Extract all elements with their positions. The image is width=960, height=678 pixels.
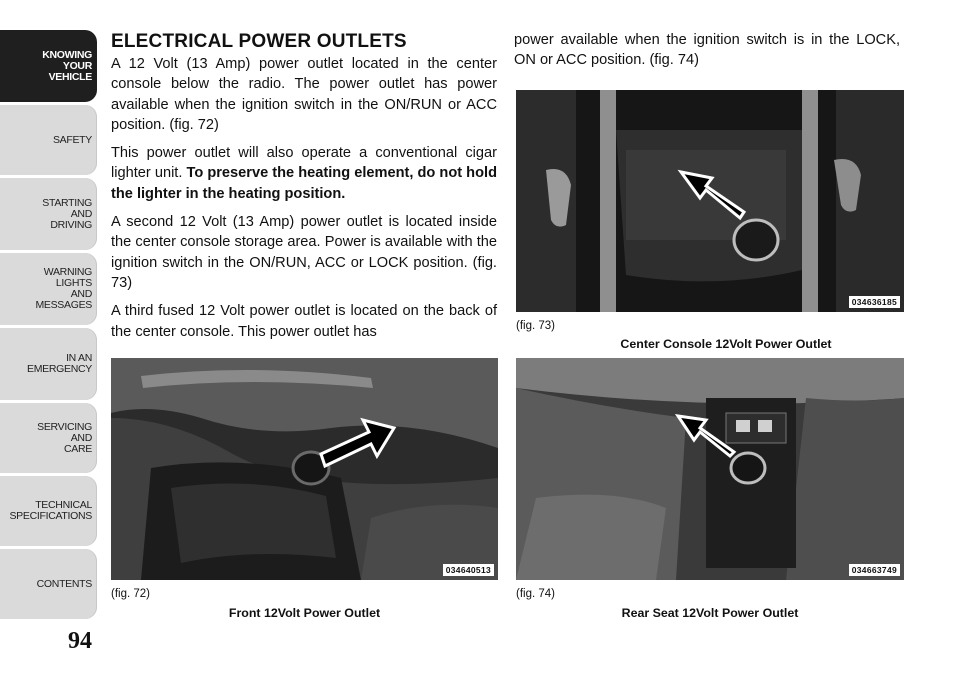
paragraph-console-outlet: A second 12 Volt (13 Amp) power outlet is located inside the center console storage area. Power is available with the ignition switch in the ON/RUN, ACC or LOCK position. (fig. 73) (111, 214, 497, 291)
left-column (111, 30, 497, 350)
right-column (514, 30, 900, 79)
tab-technical-specifications[interactable]: TECHNICAL SPECIFICATIONS (0, 476, 97, 546)
paragraph-rear-outlet-continued: power available when the ignition switch is in the LOCK, ON or ACC position. (fig. 74) (514, 32, 900, 69)
rear-outlet-photo (516, 358, 904, 580)
tab-contents[interactable]: CONTENTS (0, 549, 97, 619)
paragraph-cigar-lighter (111, 143, 497, 204)
tab-knowing-your-vehicle[interactable]: KNOWING YOUR VEHICLE (0, 30, 97, 102)
fig74-code: 034663749 (849, 564, 900, 576)
tab-safety[interactable]: SAFETY (0, 105, 97, 175)
fig72-photo (111, 358, 498, 580)
tab-servicing-and-care[interactable]: SERVICING AND CARE (0, 403, 97, 473)
page-number: 94 (68, 628, 92, 654)
front-outlet-photo (111, 358, 498, 580)
paragraph-front-outlet: A 12 Volt (13 Amp) power outlet located in the center console below the radio. The power outlet has power available when the ignition switch in the ON/RUN or ACC position. (fig. 72) (111, 56, 497, 133)
paragraph-text: This power outlet will also operate a conventional cigar lighter unit. (111, 145, 497, 182)
fig73-code: 034636185 (849, 296, 900, 308)
tab-in-an-emergency[interactable]: IN AN EMERGENCY (0, 328, 97, 400)
tab-warning-lights[interactable]: WARNING LIGHTS AND MESSAGES (0, 253, 97, 325)
fig73-label: (fig. 73) (516, 320, 555, 332)
fig73-photo (516, 90, 904, 312)
fig72-caption: Front 12Volt Power Outlet (228, 606, 381, 620)
fig72-code: 034640513 (443, 564, 494, 576)
tab-starting-and-driving[interactable]: STARTING AND DRIVING (0, 178, 97, 250)
paragraph-rear-outlet: A third fused 12 Volt power outlet is located on the back of the center console. This power outlet has (111, 303, 497, 340)
console-outlet-photo (516, 90, 904, 312)
section-title: ELECTRICAL POWER OUTLETS (111, 31, 407, 52)
fig74-label: (fig. 74) (516, 588, 555, 600)
lighter-warning: To preserve the heating element, do not hold the lighter in the heating position. (111, 165, 497, 202)
fig74-caption: Rear Seat 12Volt Power Outlet (621, 606, 799, 620)
fig74-photo (516, 358, 904, 580)
fig73-caption: Center Console 12Volt Power Outlet (620, 337, 832, 351)
fig72-label: (fig. 72) (111, 588, 150, 600)
